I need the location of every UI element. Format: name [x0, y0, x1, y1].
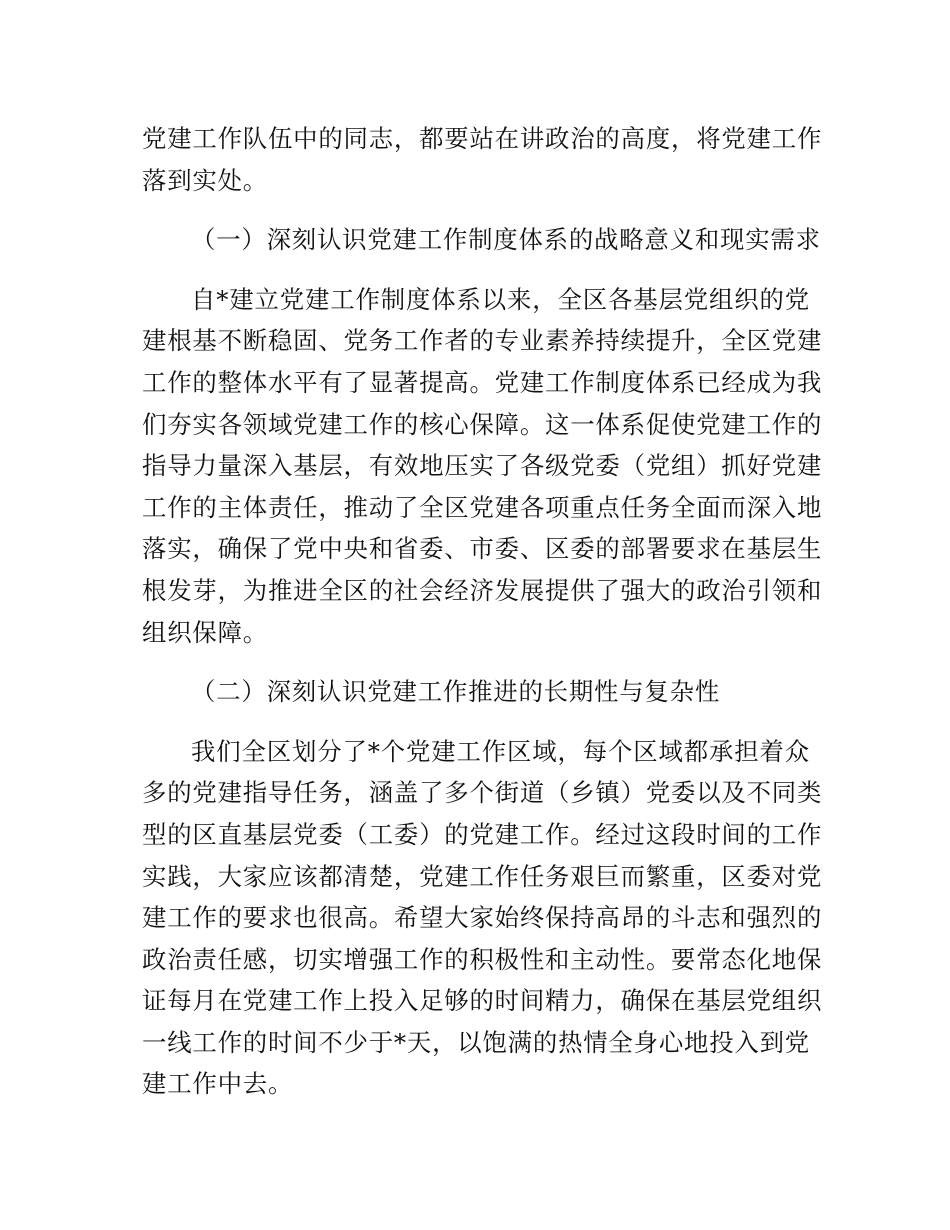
- section-2-paragraph: [142, 731, 823, 1105]
- paragraph-line: 建工作中去。: [142, 1069, 294, 1099]
- paragraph-line: 们夯实各领域党建工作的核心保障。这一体系促使党建工作的: [142, 409, 823, 439]
- paragraph-line: 建工作的要求也很高。希望大家始终保持高昂的斗志和强烈的: [142, 903, 823, 933]
- section-heading-2: （二）深刻认识党建工作推进的长期性与复杂性: [191, 677, 721, 707]
- paragraph-line: 多的党建指导任务，涵盖了多个街道（乡镇）党委以及不同类: [142, 778, 823, 808]
- paragraph-line: 自*建立党建工作制度体系以来，全区各基层党组织的党: [191, 284, 810, 314]
- paragraph-line: 工作的主体责任，推动了全区党建各项重点任务全面而深入地: [142, 492, 823, 522]
- paragraph-line: 指导力量深入基层，有效地压实了各级党委（党组）抓好党建: [142, 451, 823, 481]
- paragraph-line: 党建工作队伍中的同志，都要站在讲政治的高度，将党建工作: [142, 124, 823, 153]
- intro-paragraph: [142, 118, 823, 201]
- paragraph-line: 落实，确保了党中央和省委、市委、区委的部署要求在基层生: [142, 534, 823, 564]
- paragraph-line: 型的区直基层党委（工委）的党建工作。经过这段时间的工作: [142, 819, 823, 849]
- paragraph-line: 根发芽，为推进全区的社会经济发展提供了强大的政治引领和: [142, 575, 823, 605]
- paragraph-line: 我们全区划分了*个党建工作区域，每个区域都承担着众: [191, 736, 810, 766]
- section-1-paragraph: [142, 279, 823, 653]
- paragraph-line: 实践，大家应该都清楚，党建工作任务艰巨而繁重，区委对党: [142, 861, 823, 891]
- paragraph-line: 组织保障。: [142, 617, 268, 647]
- section-heading-1: （一）深刻认识党建工作制度体系的战略意义和现实需求: [191, 225, 821, 255]
- document-page: [142, 118, 823, 1105]
- paragraph-line: 工作的整体水平有了显著提高。党建工作制度体系已经成为我: [142, 367, 823, 397]
- paragraph-line: 建根基不断稳固、党务工作者的专业素养持续提升，全区党建: [142, 326, 823, 356]
- paragraph-line: 落到实处。: [142, 165, 268, 195]
- paragraph-line: 证每月在党建工作上投入足够的时间精力，确保在基层党组织: [142, 986, 823, 1016]
- paragraph-line: 一线工作的时间不少于*天，以饱满的热情全身心地投入到党: [142, 1027, 810, 1057]
- paragraph-line: 政治责任感，切实增强工作的积极性和主动性。要常态化地保: [142, 944, 823, 974]
